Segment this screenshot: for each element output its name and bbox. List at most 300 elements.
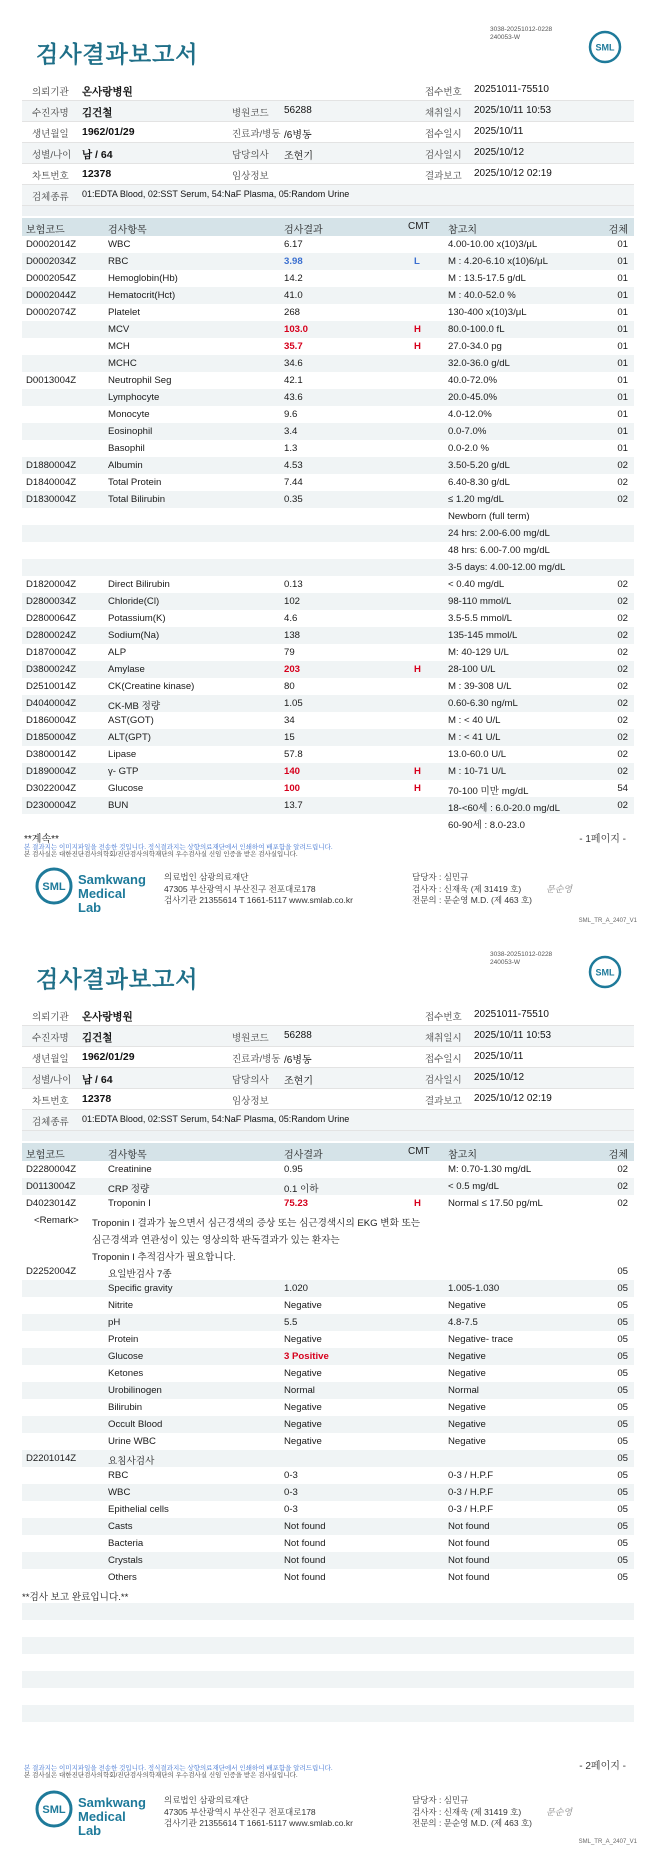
result-specimen: 01	[617, 272, 628, 284]
sml-name-line1: Samkwang	[78, 872, 146, 887]
result-reference: M : 40.0-52.0 %	[448, 289, 516, 301]
table-row	[22, 440, 634, 457]
result-item: AST(GOT)	[108, 714, 154, 726]
result-reference: Negative	[448, 1418, 486, 1430]
result-specimen: 02	[617, 680, 628, 692]
table-row	[22, 1365, 634, 1382]
col-ref: 참고치	[448, 1150, 477, 1161]
sml-name-line2: Medical Lab	[78, 1809, 126, 1838]
table-row	[22, 627, 634, 644]
patient-value: 김건철	[82, 107, 113, 119]
signature: 문순영	[546, 1807, 573, 1817]
table-row	[22, 1263, 634, 1280]
test-date-value: 2025/10/12	[474, 1072, 525, 1083]
result-item: Others	[108, 1571, 137, 1583]
completion-note: **검사 보고 완료입니다.**	[22, 1591, 129, 1603]
test-date-label: 검사일시	[425, 150, 462, 161]
result-reference: Not found	[448, 1571, 490, 1583]
result-reference: 135-145 mmol/L	[448, 629, 518, 641]
result-code: D1890004Z	[26, 765, 77, 777]
table-row	[22, 780, 634, 797]
result-reference: 20.0-45.0%	[448, 391, 498, 403]
result-value: 0-3	[284, 1503, 298, 1515]
doctor-label: 담당의사	[232, 150, 269, 161]
table-row	[22, 372, 634, 389]
table-row	[22, 1501, 634, 1518]
image-notice: 본 결과지는 이미지파일을 전송한 것입니다. 정식결과지는 상향의료재단에서 인쇄하여 배포함을 알려드립니다.	[24, 844, 333, 851]
result-item: CK(Creatine kinase)	[108, 680, 195, 692]
collect-date-value: 2025/10/11 10:53	[474, 1030, 552, 1041]
document-code: 3038-20251012-0228 240053-W	[490, 951, 553, 966]
result-value: 7.44	[284, 476, 303, 488]
result-item: CRP 정량	[108, 1183, 150, 1195]
result-specimen: 05	[617, 1401, 628, 1413]
result-reference: 3.50-5.20 g/dL	[448, 459, 510, 471]
lab-footer-2	[0, 1783, 655, 1845]
result-specimen: 54	[617, 782, 628, 794]
report-date-label: 결과보고	[425, 171, 462, 182]
specimen-label: 검체종류	[32, 1117, 69, 1128]
result-value: 140	[284, 765, 301, 777]
table-row	[22, 321, 634, 338]
result-value: 0-3	[284, 1469, 298, 1481]
signer-manager: 담당자 : 심민규	[412, 1795, 469, 1805]
result-specimen: 02	[617, 612, 628, 624]
form-version: SML_TR_A_2407_V1	[578, 1839, 637, 1845]
remark-line	[22, 1229, 634, 1246]
doctor-value: 조현기	[284, 1076, 313, 1087]
lab-footer-1	[0, 860, 655, 924]
report-title: 검사결과보고서	[36, 966, 199, 992]
remark-label: <Remark>	[34, 1214, 79, 1226]
result-item: Sodium(Na)	[108, 629, 160, 641]
result-reference: 18-<60세 : 6.0-20.0 mg/dL	[448, 802, 560, 814]
receipt-date-value: 2025/10/11	[474, 126, 524, 137]
table-row	[22, 1331, 634, 1348]
result-specimen: 05	[617, 1367, 628, 1379]
result-item: Potassium(K)	[108, 612, 166, 624]
result-item: Urine WBC	[108, 1435, 156, 1447]
table-row	[22, 559, 634, 576]
empty-row	[22, 1705, 634, 1722]
result-specimen: 02	[617, 748, 628, 760]
col-code: 보험코드	[26, 1150, 65, 1161]
result-reference: Not found	[448, 1520, 490, 1532]
table-row	[22, 797, 634, 814]
sex-age-label: 성별/나이	[32, 150, 72, 161]
result-code: D0113004Z	[26, 1180, 76, 1192]
result-reference: 130-400 x(10)3/μL	[448, 306, 527, 318]
result-value: Not found	[284, 1537, 326, 1549]
result-value: 6.17	[284, 238, 303, 250]
result-code: D4023014Z	[26, 1197, 77, 1209]
result-specimen: 05	[617, 1384, 628, 1396]
result-reference: Normal	[448, 1384, 479, 1396]
result-item: Hemoglobin(Hb)	[108, 272, 178, 284]
specimen-value: 01:EDTA Blood, 02:SST Serum, 54:NaF Plasma, 05:Random Urine	[82, 189, 350, 199]
result-reference: 0-3 / H.P.F	[448, 1486, 494, 1498]
result-value: 203	[284, 663, 301, 675]
page-number: - 1페이지 -	[579, 834, 626, 845]
table-row	[22, 661, 634, 678]
result-code: D1880004Z	[26, 459, 77, 471]
patient-label: 수진자명	[32, 1033, 69, 1044]
result-specimen: 01	[617, 255, 628, 267]
dept-label: 진료과/병동	[232, 1054, 281, 1065]
result-reference: M : < 41 U/L	[448, 731, 501, 743]
result-reference: 3-5 days: 4.00-12.00 mg/dL	[448, 561, 566, 573]
institution-label: 의뢰기관	[32, 87, 69, 98]
result-value: 1.3	[284, 442, 298, 454]
result-value: Not found	[284, 1520, 326, 1532]
sex-age-label: 성별/나이	[32, 1075, 72, 1086]
sex-age-value: 남 / 64	[82, 149, 113, 161]
table-row	[22, 763, 634, 780]
result-item: Crystals	[108, 1554, 143, 1566]
result-specimen: 05	[617, 1469, 628, 1481]
header-spacer	[22, 206, 634, 216]
result-item: pH	[108, 1316, 121, 1328]
table-row	[22, 1399, 634, 1416]
empty-row	[22, 1688, 634, 1705]
result-reference: Negative	[448, 1401, 486, 1413]
result-item: Total Bilirubin	[108, 493, 166, 505]
result-specimen: 02	[617, 765, 628, 777]
col-result: 검사결과	[284, 1150, 323, 1161]
table-row	[22, 1535, 634, 1552]
patient-header	[22, 80, 634, 206]
result-reference: 27.0-34.0 pg	[448, 340, 502, 352]
result-code: D3022004Z	[26, 782, 77, 794]
result-value: 0.95	[284, 1163, 303, 1175]
table-row	[22, 304, 634, 321]
result-flag: H	[414, 663, 421, 675]
result-code: D2280004Z	[26, 1163, 77, 1175]
lab-contact: 검사기관 21355614 T 1661-5117 www.smlab.co.kr	[164, 1818, 353, 1828]
result-code: D2510014Z	[26, 680, 77, 692]
clinical-label: 임상정보	[232, 171, 269, 182]
sex-age-value: 남 / 64	[82, 1074, 113, 1086]
birth-value: 1962/01/29	[82, 126, 135, 138]
continued-note: **계속**	[24, 834, 59, 845]
result-value: 13.7	[284, 799, 303, 811]
table-row	[22, 1178, 634, 1195]
remark-text: Troponin I 추적검사가 필요합니다.	[92, 1251, 236, 1263]
col-code: 보험코드	[26, 225, 65, 236]
result-specimen: 05	[617, 1333, 628, 1345]
report-date-value: 2025/10/12 02:19	[474, 1093, 552, 1104]
result-item: ALT(GPT)	[108, 731, 151, 743]
result-code: D2800064Z	[26, 612, 77, 624]
hospital-code-value: 56288	[284, 105, 312, 116]
empty-row	[22, 1722, 634, 1739]
signer-specialist: 전문의 : 문순영 M.D. (제 463 호)	[412, 1818, 533, 1828]
col-item: 검사항목	[108, 225, 147, 236]
result-specimen: 05	[617, 1265, 628, 1277]
table-row	[22, 474, 634, 491]
result-specimen: 02	[617, 697, 628, 709]
result-reference: 48 hrs: 6.00-7.00 mg/dL	[448, 544, 550, 556]
result-reference: Negative- trace	[448, 1333, 514, 1345]
result-reference: 0-3 / H.P.F	[448, 1503, 494, 1515]
result-specimen: 02	[617, 731, 628, 743]
result-value: 0.1 이하	[284, 1183, 319, 1195]
table-row	[22, 1416, 634, 1433]
result-code: D1860004Z	[26, 714, 77, 726]
result-value: 80	[284, 680, 295, 692]
empty-row	[22, 1603, 634, 1620]
dept-value: /6병동	[284, 130, 312, 141]
result-reference: M : 39-308 U/L	[448, 680, 512, 692]
result-specimen: 05	[617, 1435, 628, 1447]
result-reference: Not found	[448, 1554, 490, 1566]
result-item: 요일반검사 7종	[108, 1268, 172, 1280]
result-specimen: 01	[617, 306, 628, 318]
result-reference: Negative	[448, 1350, 486, 1362]
result-value: 4.6	[284, 612, 298, 624]
table-row	[22, 1433, 634, 1450]
chart-label: 차트번호	[32, 1096, 69, 1107]
table-row	[22, 610, 634, 627]
col-spec: 검체	[608, 1150, 628, 1161]
image-notice: 본 결과지는 이미지파일을 전송한 것입니다. 정식결과지는 상향의료재단에서 인쇄하여 배포함을 알려드립니다.	[24, 1765, 333, 1772]
result-item: WBC	[108, 1486, 131, 1498]
result-specimen: 01	[617, 374, 628, 386]
birth-label: 생년월일	[32, 1054, 69, 1065]
result-item: Lymphocyte	[108, 391, 160, 403]
result-code: D0002054Z	[26, 272, 77, 284]
result-reference: 13.0-60.0 U/L	[448, 748, 507, 760]
empty-row	[22, 1654, 634, 1671]
result-specimen: 05	[617, 1299, 628, 1311]
result-value: 34.6	[284, 357, 303, 369]
result-reference: < 0.5 mg/dL	[448, 1180, 499, 1192]
result-specimen: 05	[617, 1316, 628, 1328]
result-item: MCV	[108, 323, 130, 335]
result-item: Monocyte	[108, 408, 150, 420]
result-reference: 0-3 / H.P.F	[448, 1469, 494, 1481]
result-code: D1840004Z	[26, 476, 77, 488]
table-row	[22, 491, 634, 508]
result-code: D3800024Z	[26, 663, 77, 675]
result-flag: H	[414, 340, 421, 352]
header-spacer	[22, 1131, 634, 1141]
result-specimen: 05	[617, 1418, 628, 1430]
completion-line	[22, 1586, 634, 1603]
result-reference: 0.0-2.0 %	[448, 442, 490, 454]
result-value: 9.6	[284, 408, 298, 420]
result-item: Epithelial cells	[108, 1503, 169, 1515]
sml-logo-icon	[588, 955, 622, 989]
result-reference: 80.0-100.0 fL	[448, 323, 505, 335]
result-value: 1.05	[284, 697, 303, 709]
result-code: D1850004Z	[26, 731, 77, 743]
receipt-no-label: 접수번호	[425, 1012, 462, 1023]
result-specimen: 02	[617, 629, 628, 641]
table-row	[22, 1450, 634, 1467]
patient-label: 수진자명	[32, 108, 69, 119]
result-value: Negative	[284, 1299, 322, 1311]
svg-text:SML: SML	[595, 967, 615, 978]
col-result: 검사결과	[284, 225, 323, 236]
table-row	[22, 1467, 634, 1484]
svg-text:SML: SML	[42, 1804, 66, 1816]
table-header	[22, 1143, 634, 1161]
table-header	[22, 218, 634, 236]
receipt-no-label: 접수번호	[425, 87, 462, 98]
result-item: Bacteria	[108, 1537, 144, 1549]
result-code: D0013004Z	[26, 374, 77, 386]
result-reference: M: 0.70-1.30 mg/dL	[448, 1163, 532, 1175]
result-reference: 60-90세 : 8.0-23.0	[448, 819, 526, 831]
result-specimen: 01	[617, 357, 628, 369]
result-value: 5.5	[284, 1316, 298, 1328]
table-row	[22, 1161, 634, 1178]
table-row	[22, 525, 634, 542]
result-specimen: 01	[617, 323, 628, 335]
result-item: Lipase	[108, 748, 137, 760]
result-item: Total Protein	[108, 476, 162, 488]
result-value: 35.7	[284, 340, 303, 352]
table-row	[22, 338, 634, 355]
result-item: Urobilinogen	[108, 1384, 162, 1396]
dept-label: 진료과/병동	[232, 129, 281, 140]
chart-label: 차트번호	[32, 171, 69, 182]
col-item: 검사항목	[108, 1150, 147, 1161]
result-specimen: 02	[617, 595, 628, 607]
result-specimen: 02	[617, 1197, 628, 1209]
result-item: CK-MB 정량	[108, 700, 161, 712]
sml-name-line1: Samkwang	[78, 1795, 146, 1810]
table-row	[22, 1195, 634, 1212]
hospital-code-label: 병원코드	[232, 1033, 269, 1044]
result-reference: 4.0-12.0%	[448, 408, 492, 420]
table-row	[22, 644, 634, 661]
empty-row	[22, 1620, 634, 1637]
result-item: Neutrophil Seg	[108, 374, 172, 386]
result-specimen: 05	[617, 1571, 628, 1583]
result-value: Normal	[284, 1384, 315, 1396]
table-row	[22, 287, 634, 304]
table-row	[22, 1382, 634, 1399]
specimen-value: 01:EDTA Blood, 02:SST Serum, 54:NaF Plasma, 05:Random Urine	[82, 1114, 350, 1124]
result-reference: 24 hrs: 2.00-6.00 mg/dL	[448, 527, 550, 539]
lab-address: 47305 부산광역시 부산진구 전포대로178	[164, 1806, 316, 1817]
result-item: Glucose	[108, 782, 144, 794]
table-row	[22, 542, 634, 559]
result-item: MCHC	[108, 357, 137, 369]
result-reference: 4.8-7.5	[448, 1316, 478, 1328]
result-specimen: 01	[617, 289, 628, 301]
result-item: BUN	[108, 799, 129, 811]
result-item: Glucose	[108, 1350, 144, 1362]
result-value: 103.0	[284, 323, 309, 335]
table-row	[22, 678, 634, 695]
result-specimen: 02	[617, 714, 628, 726]
remark-text: 심근경색과 연관성이 있는 영상의학 판독결과가 있는 환자는	[92, 1234, 340, 1246]
result-specimen: 02	[617, 459, 628, 471]
result-value: 42.1	[284, 374, 303, 386]
result-value: Negative	[284, 1418, 322, 1430]
result-code: D2800024Z	[26, 629, 77, 641]
result-item: ALP	[108, 646, 127, 658]
table-row	[22, 1348, 634, 1365]
result-code: D3800014Z	[26, 748, 77, 760]
result-item: Creatinine	[108, 1163, 152, 1175]
result-reference: Negative	[448, 1367, 486, 1379]
result-reference: < 0.40 mg/dL	[448, 578, 505, 590]
result-specimen: 01	[617, 340, 628, 352]
result-specimen: 01	[617, 408, 628, 420]
result-item: Amylase	[108, 663, 145, 675]
result-code: D2252004Z	[26, 1265, 77, 1277]
result-specimen: 01	[617, 425, 628, 437]
table-row	[22, 576, 634, 593]
collect-date-value: 2025/10/11 10:53	[474, 105, 552, 116]
table-row	[22, 270, 634, 287]
result-flag: H	[414, 765, 421, 777]
table-row	[22, 1314, 634, 1331]
table-row	[22, 457, 634, 474]
remark-block	[22, 1212, 634, 1263]
result-value: 41.0	[284, 289, 303, 301]
result-specimen: 05	[617, 1452, 628, 1464]
col-spec: 검체	[608, 225, 628, 236]
hospital-code-label: 병원코드	[232, 108, 269, 119]
result-specimen: 02	[617, 1163, 628, 1175]
result-code: D2201014Z	[26, 1452, 77, 1464]
result-specimen: 02	[617, 578, 628, 590]
table-row	[22, 1569, 634, 1586]
result-reference: 0.60-6.30 ng/mL	[448, 697, 518, 709]
accreditation-notice: 본 검사실은 대한진단검사의학회/진단검사의학재단의 우수검사실 신임 인증을 받은 검사실입니다.	[24, 1772, 298, 1779]
result-item: WBC	[108, 238, 131, 250]
table-row	[22, 236, 634, 253]
result-specimen: 02	[617, 493, 628, 505]
result-reference: M : 13.5-17.5 g/dL	[448, 272, 526, 284]
result-reference: M : < 40 U/L	[448, 714, 501, 726]
result-item: RBC	[108, 255, 129, 267]
result-reference: 28-100 U/L	[448, 663, 496, 675]
result-item: Direct Bilirubin	[108, 578, 170, 590]
result-item: γ- GTP	[108, 765, 139, 777]
result-specimen: 05	[617, 1554, 628, 1566]
result-specimen: 01	[617, 442, 628, 454]
result-item: Platelet	[108, 306, 140, 318]
result-code: D0002044Z	[26, 289, 77, 301]
institution-value: 온사랑병원	[82, 1011, 133, 1023]
result-item: Troponin I	[108, 1197, 151, 1209]
samkwang-logo	[14, 1789, 146, 1838]
result-value: 34	[284, 714, 295, 726]
result-value: Negative	[284, 1401, 322, 1413]
lab-address: 47305 부산광역시 부산진구 전포대로178	[164, 883, 316, 894]
result-reference: 4.00-10.00 x(10)3/μL	[448, 238, 538, 250]
signature: 문순영	[546, 884, 573, 894]
result-reference: 40.0-72.0%	[448, 374, 498, 386]
result-flag: L	[414, 255, 420, 267]
collect-date-label: 채취일시	[425, 108, 462, 119]
hospital-code-value: 56288	[284, 1030, 312, 1041]
result-value: 43.6	[284, 391, 303, 403]
result-value: 268	[284, 306, 301, 318]
receipt-date-label: 접수일시	[425, 129, 462, 140]
table-row	[22, 746, 634, 763]
result-item: Protein	[108, 1333, 139, 1345]
result-value: 0.13	[284, 578, 303, 590]
receipt-date-value: 2025/10/11	[474, 1051, 524, 1062]
remark-line	[22, 1246, 634, 1263]
